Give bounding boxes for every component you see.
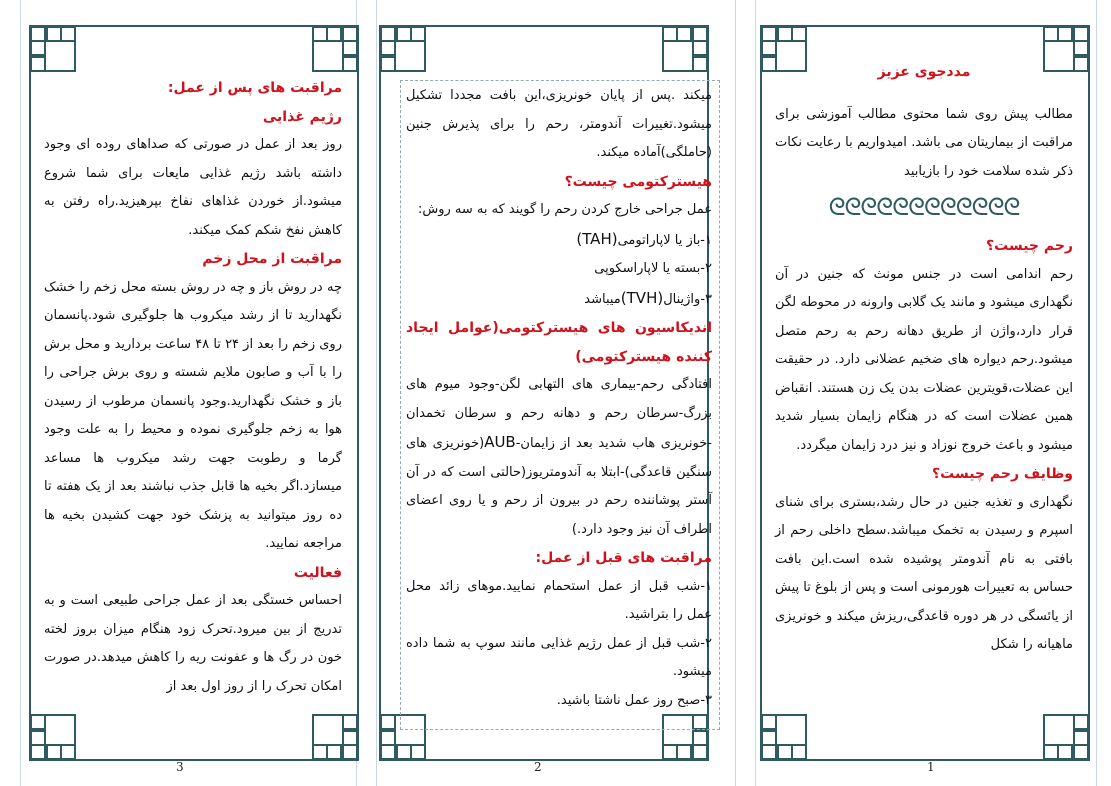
corner-ornament (311, 713, 359, 761)
heading-activity: فعالیت (293, 564, 342, 581)
corner-ornament (379, 25, 427, 73)
corner-ornament (760, 713, 808, 761)
heading-postop-care: مراقبت های پس از عمل: (167, 80, 342, 96)
page-3 (12, 0, 368, 786)
corner-ornament (1042, 713, 1090, 761)
page-number: 2 (534, 760, 542, 774)
corner-ornament (661, 25, 709, 73)
paragraph-wound-care: چه در روش باز و چه در روش بسته محل زخم را خشک نگهدارید تا از رشد میکروب ها جلوگیری شود.پانسمان روی زخم را بعد از ۲۴ تا ۴۸ ساعت بردارید و محل برش را با آب و صابون ملایم شسته و روی برش جراحی را باز و خشک نگهدارید.وجود پانسمان مرطوب از رسیدن هوا به زخم جلوگیری نموده و محیط را به علت وجود گرما و رطوبت جهت رشد میکروب ها مساعد میسازد.اگر بخیه ها قابل جذب نباشند بعد از یک هفته تا ده روز میتوانید به پزشک خود جهت کشیدن بخیه ها مراجعه نمایید. (44, 279, 342, 551)
heading-wound-care: مراقبت از محل زخم (202, 251, 342, 267)
method-vaginal-text: ۳-واژینال (663, 291, 712, 307)
paragraph-diet: روز بعد از عمل در صورتی که صداهای روده ای وجود داشته باشد رژیم غذایی مایعات برای شما شروع میشود.از خوردن غذاهای نفاخ بپرهیزید.راه رفتن به کاهش نفخ شکم کمک میکند. (44, 137, 342, 238)
corner-ornament (311, 25, 359, 73)
corner-ornament (29, 25, 77, 73)
heading-hysterectomy: هیسترکتومی چیست؟ (564, 173, 712, 190)
page-guide-line (735, 0, 736, 786)
page-2 (362, 0, 718, 786)
ornament-divider: ᘓᘓᘓᘓᘓᘓᘓᘓᘓᘓᘓᘓ (828, 193, 1020, 221)
method-vaginal (406, 284, 712, 315)
preop-item-2: ۲-شب قبل از عمل رژیم غذایی مانند سوپ به شما داده میشود. (406, 635, 712, 679)
paragraph-intro: مطالب پیش روی شما محتوی مطالب آموزشی برای مراقبت از بیماریتان می باشد. امیدواریم با رعایت نکات ذکر شده سلامت خود را بازیابید (775, 106, 1073, 179)
method-laparoscopy: ۲-بسته یا لاپاراسکوپی (594, 261, 712, 276)
method-laparotomy (406, 225, 712, 256)
paragraph-hysterectomy-intro: عمل جراحی خارج کردن رحم را گویند که به سه روش: (417, 202, 712, 217)
method-vaginal-tail: میباشد (584, 291, 621, 307)
indications-part-a: افتادگی رحم-بیماری های التهابی لگن-وجود میوم های بزرگ-سرطان رحم و دهانه رحم و سرطان تخمدان -خونریزی هاب شدید بعد از زایمان- (406, 377, 712, 451)
page-number: 3 (176, 760, 184, 774)
paragraph-indications (406, 371, 712, 544)
heading-uterus-functions: وظایف رحم چیست؟ (932, 466, 1073, 482)
heading-what-is-uterus: رحم چیست؟ (986, 238, 1073, 254)
paragraph-uterus: رحم اندامی است در جنس مونث که جنین در آن نگهداری میشود و مانند یک گلابی وارونه در محوطه لگن قرار دارد،واژن از طریق دهانه رحم به رحم متصل میشود.رحم دیواره های ضخیم عضلانی دارد. در حقیقت این عضلات،قویترین عضلات بدن یک زن هستند. انقباض همین عضلات است که در هنگام زایمان بسیار شدید میشود و باعث خروج نوزاد و نیز درد زایمان میگردد. (775, 266, 1073, 453)
method-laparotomy-text: ۱-باز یا لاپاراتومی (617, 232, 712, 248)
heading-indications: اندیکاسیون های هیسترکتومی(عوامل ایجاد کننده هیسترکتومی) (406, 320, 712, 365)
greeting-title: مددجوی عزیز (877, 64, 971, 80)
heading-diet: رژیم غذایی (262, 108, 342, 125)
method-vaginal-abbr: (TVH) (620, 288, 664, 307)
indications-abbr: AUB (484, 433, 516, 451)
preop-item-3: ۳-صبح روز عمل ناشتا باشید. (556, 692, 712, 708)
method-laparotomy-abbr: (TAH) (576, 229, 618, 248)
page-1 (743, 0, 1099, 786)
page-1-text (775, 58, 1073, 660)
paragraph-activity: احساس خستگی بعد از عمل جراحی طبیعی است و به تدریج از بین میرود.تحرک زود هنگام میزان بروز لخته خون در رگ ها و عفونت ریه را کاهش میدهد.در صورت امکان تحرک را از روز اول بعد از (44, 593, 342, 694)
paragraph-endometrium-cont: میکند .پس از پایان خونریزی،این بافت مجددا تشکیل میشود.تغییرات آندومتر، رحم را برای پذیرش جنین (حاملگی)آماده میکند. (406, 88, 712, 160)
heading-preop-care: مراقبت های قبل از عمل: (535, 550, 712, 566)
page-number: 1 (927, 760, 935, 774)
page-3-text (44, 74, 342, 701)
paragraph-uterus-functions: نگهداری و تغذیه جنین در حال رشد،بستری برای شنای اسپرم و رسیدن به تخمک میباشد.سطح داخلی رحم از بافتی به نام آندومتر پوشیده شده است.این بافت حساس به تعییرات هورمونی است و پس از بلوغ تا پیش از یائسگی در هر دوره قاعدگی،ریزش میکند و خونریزی ماهیانه را شکل (775, 494, 1073, 652)
indications-part-b: (خونریزی های سنگین قاعدگی)-ابتلا به آندومتریوز(حالتی است که در آن آستر پوشاننده رحم در بیرون از رحم و یا روی اعضای اطراف آن نیز وجود دارد.) (406, 436, 712, 537)
preop-item-1: ۱-شب قبل از عمل استحمام نمایید.موهای زائد محل عمل را بتراشید. (406, 578, 712, 622)
page-2-text (406, 82, 712, 715)
corner-ornament (29, 713, 77, 761)
